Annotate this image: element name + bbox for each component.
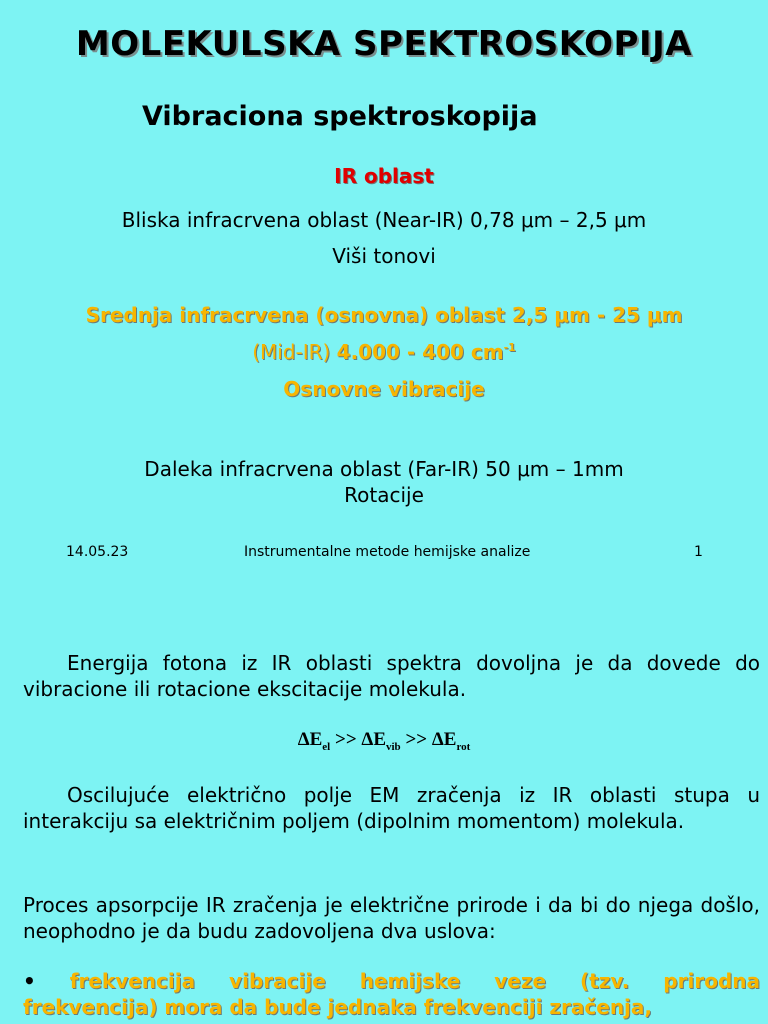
- footer-date: 14.05.23: [66, 544, 129, 560]
- eq-op-1: >>: [330, 729, 362, 750]
- mid-ir-line: Srednja infracrvena (osnovna) oblast 2,5 μm - 25 μm: [85, 303, 683, 327]
- mid-ir-prefix: (Mid-IR): [252, 340, 337, 364]
- bullet-icon: •: [23, 969, 36, 993]
- mid-ir-note: Osnovne vibracije: [283, 377, 485, 401]
- footer-course: Instrumentalne metode hemijske analize: [244, 544, 531, 560]
- near-ir-line: Bliska infracrvena oblast (Near-IR) 0,78 μm – 2,5 μm: [121, 208, 647, 232]
- eq-term-rot: ΔE: [431, 729, 457, 750]
- condition-1-line-2: frekvencija) mora da bude jednaka frekvenciji zračenja,: [23, 995, 653, 1019]
- paragraph-photon-energy: Energija fotona iz IR oblasti spektra dovoljna je da dovede do vibracione ili rotacione ekscitacije molekula.: [23, 651, 760, 701]
- eq-sub-el: el: [322, 740, 331, 753]
- eq-sub-rot: rot: [456, 740, 471, 753]
- near-ir-note: Viši tonovi: [332, 244, 436, 268]
- far-ir-note: Rotacije: [344, 483, 424, 507]
- slide-subtitle: Vibraciona spektroskopija: [142, 101, 538, 132]
- condition-1-line-1: • frekvencija vibracije hemijske veze (tzv. prirodna: [23, 969, 760, 993]
- eq-term-vib: ΔE: [361, 729, 386, 750]
- far-ir-line: Daleka infracrvena oblast (Far-IR) 50 μm – 1mm: [144, 457, 624, 481]
- condition-1: [23, 968, 760, 1020]
- ir-region-heading: IR oblast: [334, 164, 434, 188]
- paragraph-absorption-conditions: Proces apsorpcije IR zračenja je električne prirode i da bi do njega došlo, neophodno je da budu zadovoljena dva uslova:: [23, 893, 760, 943]
- eq-op-2: >>: [400, 729, 432, 750]
- mid-ir-range: [0, 340, 768, 364]
- mid-ir-exponent: -1: [503, 341, 516, 354]
- energy-equation: [0, 729, 768, 753]
- eq-term-el: ΔE: [297, 729, 323, 750]
- paragraph-oscillating-field: Oscilujuće električno polje EM zračenja iz IR oblasti stupa u interakciju sa električnim poljem (dipolnim momentom) molekula.: [23, 783, 760, 833]
- footer-page-number: 1: [694, 544, 703, 560]
- eq-sub-vib: vib: [386, 740, 401, 753]
- slide-title: MOLEKULSKA SPEKTROSKOPIJA: [75, 24, 693, 64]
- mid-ir-wavenumber: 4.000 - 400 cm: [336, 340, 504, 364]
